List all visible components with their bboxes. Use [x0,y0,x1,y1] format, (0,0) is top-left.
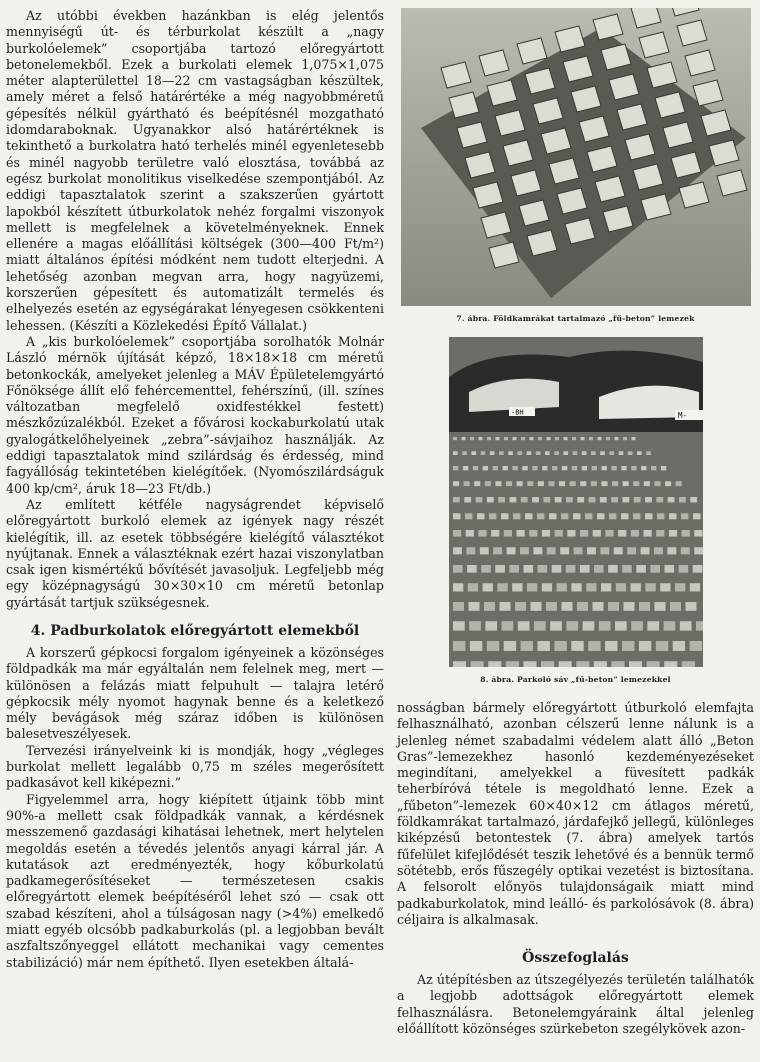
grass-grid-cell [546,602,557,611]
grass-grid-cell [633,497,640,502]
grass-grid-cell [561,466,566,470]
grass-grid-cell [453,530,461,537]
grass-grid-cell [552,466,557,470]
grass-grid-cell [503,530,511,537]
grass-grid-cell [657,513,665,519]
section-heading-summary: Összefoglalás [522,950,629,967]
grass-grid-cell [636,565,646,573]
grass-grid-cell [501,621,513,630]
grass-grid-cell [645,513,653,519]
grass-grid-cell [475,497,482,502]
figure-7-caption: 7. ábra. Földkamrákat tartalmazó „fű-beton” lemezek [456,314,695,323]
grass-grid-cell [469,621,481,630]
grass-grid-cell [526,451,531,455]
grass-grid-cell [654,481,660,486]
grass-grid-cell [663,621,675,630]
grass-grid-cell [646,451,651,455]
grass-grid-cell [533,547,542,554]
grass-grid-cell [640,547,649,554]
grass-grid-cell [532,497,539,502]
grass-grid-cell [465,530,473,537]
grass-grid-cell [541,661,554,667]
grass-grid-cell [597,513,605,519]
grass-grid-cell [489,451,494,455]
grass-grid-cell [622,641,634,651]
grass-grid-cell [523,661,536,667]
grass-grid-cell [565,565,575,573]
grass-grid-cell [561,513,569,519]
grass-grid-cell [689,583,699,591]
grass-grid-cell [667,547,676,554]
grass-grid-cell [599,497,606,502]
grass-grid-cell [696,621,703,630]
grass-grid-cell [463,481,469,486]
grass-grid-cell [622,481,628,486]
grass-grid-cell [613,547,622,554]
figure-8-caption: 8. ábra. Parkoló sáv „fű-beton” lemezekkel [480,675,671,684]
grass-grid-cell [655,641,667,651]
grass-grid-cell [608,602,619,611]
grass-grid-cell [694,547,703,554]
grass-grid-cell [534,621,546,630]
grass-grid-cell [499,602,510,611]
grass-grid-cell [529,530,537,537]
grass-grid-cell [598,621,610,630]
grass-grid-cell [477,513,485,519]
grass-grid-cell [646,661,659,667]
grass-grid-cell [471,451,476,455]
grass-grid-cell [462,466,467,470]
grass-grid-cell [506,481,512,486]
grass-grid-cell [493,547,502,554]
grass-grid-cell [546,547,555,554]
grass-grid-cell [479,547,488,554]
grass-grid-cell [509,497,516,502]
grass-grid-cell [453,547,462,554]
grass-grid-cell [499,451,504,455]
grass-grid-cell [592,602,603,611]
grass-grid-cell [631,621,643,630]
section-heading-shoulders: 4. Padburkolatok előregyártott elemekből [30,622,360,639]
grass-grid-cell [667,497,674,502]
grass-grid-cell [506,547,515,554]
grass-grid-cell [586,583,596,591]
grass-grid-cell [504,437,508,440]
grass-grid-cell [593,661,606,667]
grass-grid-cell [627,547,636,554]
grass-grid-cell [453,621,465,630]
grass-grid-cell [608,565,618,573]
grass-grid-cell [665,481,671,486]
grass-grid-cell [495,481,501,486]
grass-grid-cell [670,602,681,611]
grass-grid-cell [488,661,501,667]
grass-grid-cell [577,497,584,502]
grass-grid-cell [567,530,575,537]
grass-grid-cell [601,481,607,486]
grass-grid-cell [522,466,527,470]
grass-grid-cell [638,641,650,651]
grass-grid-cell [467,565,477,573]
grass-grid-cell [679,497,686,502]
grass-grid-cell [585,513,593,519]
grass-grid-cell [606,437,610,440]
grass-grid-cell [637,451,642,455]
grass-grid-cell [590,481,596,486]
grass-grid-cell [481,565,491,573]
grass-grid-cell [685,602,696,611]
grass-grid-cell [566,497,573,502]
grass-grid-cell [551,565,561,573]
grass-grid-cell [566,621,578,630]
grass-grid-cell [597,437,601,440]
grass-grid-cell [630,530,638,537]
grass-grid-cell [582,621,594,630]
grass-grid-cell [572,437,576,440]
grass-grid-cell [466,547,475,554]
grass-grid-cell [615,621,627,630]
grass-grid-cell [572,451,577,455]
grass-grid-cell [484,602,495,611]
grass-grid-cell [474,481,480,486]
paragraph-small-elements: A „kis burkolóelemek” csoportjába sorolhatók Molnár László mérnök újítását képző, 18×18×18 cm méretű betonkockák, amelyeket jelenleg a MÁV Épületelemgyártó Főnöksége állít elő fehércementtel, fehérszínű, (ill. színes változatban megfelelő oxidfestékkel festett) mészkőzúzalékból. Ezeket a fővárosi kockaburkolatú utak gyalogátkelőhelyeinek „zebra”-sávjaihoz használják. Az eddigi tapasztalatok mind szilárdság és érdesség, mind fagyállóság tekintetében kielégítőek. (Nyomószilárdságuk 400 kp/cm², áruk 18—23 Ft/db.) [6,333,384,496]
grass-grid-cell [573,547,582,554]
grass-grid-cell [623,602,634,611]
grass-grid-cell [623,437,627,440]
paragraph-recommendation: Az említett kétféle nagyságrendet képviselő előregyártott burkoló elemek az igények nagy részét kielégítik, ill. az esetek többségére kielégítő választékot nyújtanak. Ennek a választéknak ezért hazai viszonylatban csak igen kismértékű bővítését javasoljuk. Legfeljebb még egy középnagyságú 30×30×10 cm méretű betonlap gyártását tartjuk szükségesnek. [6,496,384,610]
grass-grid-cell [535,451,540,455]
grass-grid-cell [680,547,689,554]
grass-grid-cell [631,437,635,440]
grass-grid-cell [482,583,492,591]
grass-grid-cell [517,451,522,455]
grass-grid-cell [612,481,618,486]
grass-grid-cell [654,547,663,554]
grass-grid-cell [656,497,663,502]
grass-grid-cell [554,641,566,651]
grass-grid-cell [554,497,561,502]
grass-grid-cell [467,583,477,591]
grass-grid-cell [555,437,559,440]
grass-grid-cell [654,602,665,611]
grass-grid-cell [587,547,596,554]
grass-grid-cell [469,641,481,651]
grass-grid-cell [591,451,596,455]
grass-grid-cell [527,583,537,591]
grass-grid-cell [631,466,636,470]
grass-grid-cell [541,530,549,537]
grass-grid-cell [537,641,549,651]
grass-grid-cell [664,565,674,573]
grass-grid-cell [563,451,568,455]
grass-grid-cell [513,513,521,519]
right-column [397,8,754,1037]
grass-grid-cell [478,437,482,440]
grass-grid-cell [645,497,652,502]
grass-grid-cell [580,437,584,440]
grass-grid-cell [462,451,467,455]
grass-grid-cell [692,565,702,573]
grass-grid-cell [517,621,529,630]
grass-grid-cell [573,513,581,519]
grass-grid-cell [464,497,471,502]
grass-grid-cell [453,513,461,519]
grass-grid-cell [486,497,493,502]
grass-grid-cell [609,451,614,455]
grass-grid-cell [485,621,497,630]
grass-grid-cell [694,530,702,537]
grass-grid-cell [509,565,519,573]
grass-grid-cell [681,530,689,537]
grass-grid-cell [693,513,701,519]
grass-grid-cell [515,602,526,611]
grass-grid-cell [453,565,463,573]
grass-grid-cell [641,466,646,470]
grass-grid-cell [615,583,625,591]
grass-grid-cell [550,621,562,630]
grass-grid-cell [453,466,458,470]
paragraph-shoulders-3: Figyelemmel arra, hogy kiépített útjaink több mint 90%-a mellett csak földpadkák vannak, a kérdésnek messzemenő gazdasági kihatásai lehetnek, mert helytelen megoldás esetén a tévedés jelentős anyagi kárral jár. A kutatások azt eredményezték, hogy kőburkolatú padkamegerősítéseket — természetesen csakis előregyártott elemek beépítéséről lehet szó — csak ott szabad készíteni, ahol a túlságosan nagy (>4%) emelkedő miatt egyéb olcsóbb padkaburkolás (pl. a legjobban bevált aszfaltszőnyeggel ellátott mechanikai vagy cementes stabilizáció) már nem építhető. Ilyen esetekben általá- [6,791,384,970]
grass-grid-cell [489,513,497,519]
grass-grid-cell [465,513,473,519]
paragraph-large-elements: Az utóbbi években hazánkban is elég jelentős mennyiségű út- és térburkolat készült a „nagy burkolóelemek” csoportjába tartozó előregyártott betonelemekből. Ezek a burkolati elemek 1,075×1,075 méter alapterülettel 18—22 cm vastagságban készültek, amely méret a felső határértéke a még nagyobbméretű gépesítés nélkül gyártható és beépítésnél mozgatható idomdaraboknak. Ugyanakkor alsó határértéknek is tekinthető a burkolatra ható terhelés minél egyenletesebb és minél nagyobb területre való elosztása, továbbá az egész burkolat monolitikus viselkedése szempontjából. Az eddigi tapasztalatok szerint a szakszerűen gyártott lapokból készített útburkolatok nehéz forgalmi viszonyok mellett is megfelelnek a követelményeknek. Ennek ellenére a magas előállítási költségek (300—400 Ft/m²) miatt általános építési módként nem tudott elterjedni. A lehetőség azonban megvan arra, hogy nagyüzemi, korszerűen gépesített és automatizált termelés és elhelyezés esetén az egységárakat lényegesen csökkenteni lehessen. (Készíti a Közlekedési Építő Vállalat.) [6,8,384,333]
grass-grid-cell [591,466,596,470]
grass-grid-cell [611,497,618,502]
grass-grid-cell [614,437,618,440]
grass-grid-cell [484,481,490,486]
grass-grid-cell [571,641,583,651]
paragraph-grass-concrete: nosságban bármely előregyártott útburkoló elemfajta felhasználható, azonban célszerű lenne nálunk is a jelenleg német szabadalmi védelem alatt álló „Beton Gras”-lemezekhez hasonló kezdeményezéseket megindítani, amelyekkel a füvesített padkák teherbíróvá tétele is megoldható lenne. Ezek a „fűbeton”-lemezek 60×40×12 cm átlagos méretű, földkamrákat tartalmazó, járdafejkő jellegű, különleges kiképzésű betontestek (7. ábra) amelyek tartós fűfelület kifejlődését teszik lehetővé és a bennük termő sötétebb, erős fűszegély optikai vezetést is biztosítana. A felsorolt előnyös tulajdonságaik miatt mind padkaburkolatok, mind leálló- és parkolósávok (8. ábra) céljaira is alkalmasak. [397,700,754,927]
grass-grid-cell [530,602,541,611]
grass-grid-cell [453,451,458,455]
grass-grid-cell [605,641,617,651]
grass-grid-cell [472,466,477,470]
grass-grid-cell [546,437,550,440]
grass-grid-cell [520,497,527,502]
grass-grid-cell [538,437,542,440]
grass-grid-cell [453,497,460,502]
grass-grid-cell [548,481,554,486]
grass-grid-cell [529,437,533,440]
grass-grid-cell [581,451,586,455]
grass-grid-cell [621,466,626,470]
grass-grid-cell [678,565,688,573]
grass-grid-cell [492,466,497,470]
grass-grid-cell [453,602,464,611]
grass-grid-cell [563,437,567,440]
grass-grid-cell [478,530,486,537]
grass-grid-cell [650,565,660,573]
grass-grid-cell [512,583,522,591]
grass-grid-cell [501,513,509,519]
grass-grid-cell [520,641,532,651]
grass-grid-cell [664,661,677,667]
paragraph-shoulders-1: A korszerű gépkocsi forgalom igényeinek a közönséges földpadkák ma már egyáltalán nem felelnek meg, mert — különösen a felázás miatt felpuhult — talajra letérő gépkocsik mély nyomot hagynak benne és a keletkező mély bevágások még száraz időben is különösen balesetveszélyesek. [6,644,384,742]
grass-grid-cell [588,497,595,502]
grass-grid-cell [482,466,487,470]
grass-grid-cell [588,641,600,651]
grass-grid-cell [589,437,593,440]
grass-grid-cell [601,466,606,470]
grass-grid-cell [672,641,684,651]
grass-grid-cell [497,583,507,591]
grass-grid-cell [541,583,551,591]
grass-grid-cell [611,661,624,667]
grass-grid-cell [622,565,632,573]
grass-grid-cell [681,661,694,667]
grass-grid-cell [453,481,459,486]
grass-grid-cell [609,513,617,519]
grass-grid-cell [669,513,677,519]
grass-grid-cell [537,481,543,486]
paragraph-shoulders-2: Tervezési irányelveink ki is mondják, hogy „végleges burkolat mellett legalább 0,75 m széles megerősített padkasávot kell kiképezni.” [6,742,384,791]
grass-grid-cell [668,530,676,537]
grass-grid-cell [480,451,485,455]
grass-grid-cell [581,466,586,470]
grass-grid-cell [516,481,522,486]
grass-grid-cell [601,583,611,591]
grass-grid-cell [605,530,613,537]
grass-grid-cell [558,661,571,667]
grass-grid-cell [675,481,681,486]
grass-grid-cell [537,565,547,573]
left-column [6,8,384,971]
grass-grid-cell [681,513,689,519]
grass-grid-cell [622,497,629,502]
plate-text-left: -BH [510,408,524,417]
grass-grid-cell [453,583,463,591]
grass-grid-cell [495,437,499,440]
grass-grid-cell [645,583,655,591]
grass-grid-cell [542,466,547,470]
grass-grid-cell [618,451,623,455]
grass-grid-cell [621,513,629,519]
grass-grid-cell [554,451,559,455]
grass-grid-cell [600,451,605,455]
grass-grid-cell [508,451,513,455]
plate-text-right: M- [677,411,687,420]
grass-grid-cell [600,547,609,554]
grass-grid-cell [512,466,517,470]
grass-grid-cell [461,437,465,440]
grass-grid-cell [516,530,524,537]
grass-grid-cell [453,641,465,651]
grass-grid-cell [512,437,516,440]
grass-grid-cell [470,661,483,667]
grass-grid-cell [549,513,557,519]
grass-grid-cell [487,437,491,440]
grass-grid-cell [679,621,691,630]
grass-grid-cell [594,565,604,573]
grass-grid-cell [639,602,650,611]
grass-grid-cell [486,641,498,651]
grass-grid-cell [647,621,659,630]
grass-grid-cell [520,547,529,554]
grass-grid-cell [495,565,505,573]
figure-7-photo [401,8,751,306]
grass-grid-cell [453,437,457,440]
grass-grid-cell [545,451,550,455]
grass-grid-cell [468,602,479,611]
grass-grid-cell [543,497,550,502]
grass-concrete-slabs-image [401,8,751,306]
grass-grid-cell [618,530,626,537]
grass-grid-cell [577,602,588,611]
grass-grid-cell [675,583,685,591]
grass-grid-cell [470,437,474,440]
grass-grid-cell [629,661,642,667]
grass-grid-cell [532,466,537,470]
grass-grid-cell [690,497,697,502]
grass-grid-cell [561,602,572,611]
grass-grid-cell [556,583,566,591]
grass-grid-cell [523,565,533,573]
grass-grid-cell [643,530,651,537]
grass-grid-cell [503,641,515,651]
grass-grid-cell [633,513,641,519]
grass-grid-cell [521,437,525,440]
grass-grid-cell [560,547,569,554]
grass-grid-cell [627,451,632,455]
grass-grid-cell [576,661,589,667]
grass-grid-cell [633,481,639,486]
grass-grid-cell [502,466,507,470]
grass-grid-cell [453,661,466,667]
grass-grid-cell [611,466,616,470]
grass-grid-cell [579,565,589,573]
grass-grid-cell [569,481,575,486]
grass-grid-cell [571,466,576,470]
grass-grid-cell [660,583,670,591]
grass-grid-cell [580,530,588,537]
grass-grid-cell [651,466,656,470]
grass-grid-cell [592,530,600,537]
grass-grid-cell [689,641,701,651]
grass-grid-cell [630,583,640,591]
grass-grid-cell [527,481,533,486]
grass-grid-cell [580,481,586,486]
paragraph-summary: Az útépítésben az útszegélyezés területén találhatók a legjobb adottságok előregyártott elemek felhasználásra. Betonelemgyáraink által jelenleg előállított közönséges szürkebeton szegélykövek azon- [397,972,754,1037]
grass-grid-cell [505,661,518,667]
grass-grid-cell [554,530,562,537]
grass-grid-cell [643,481,649,486]
parking-lane-image [449,337,703,667]
grass-grid-cell [498,497,505,502]
grass-grid-cell [571,583,581,591]
grass-grid-cell [559,481,565,486]
grass-grid-cell [491,530,499,537]
grass-grid-cell [537,513,545,519]
grass-grid-cell [656,530,664,537]
figure-8-photo [449,337,703,667]
grass-grid-cell [660,466,665,470]
grass-grid-cell [525,513,533,519]
